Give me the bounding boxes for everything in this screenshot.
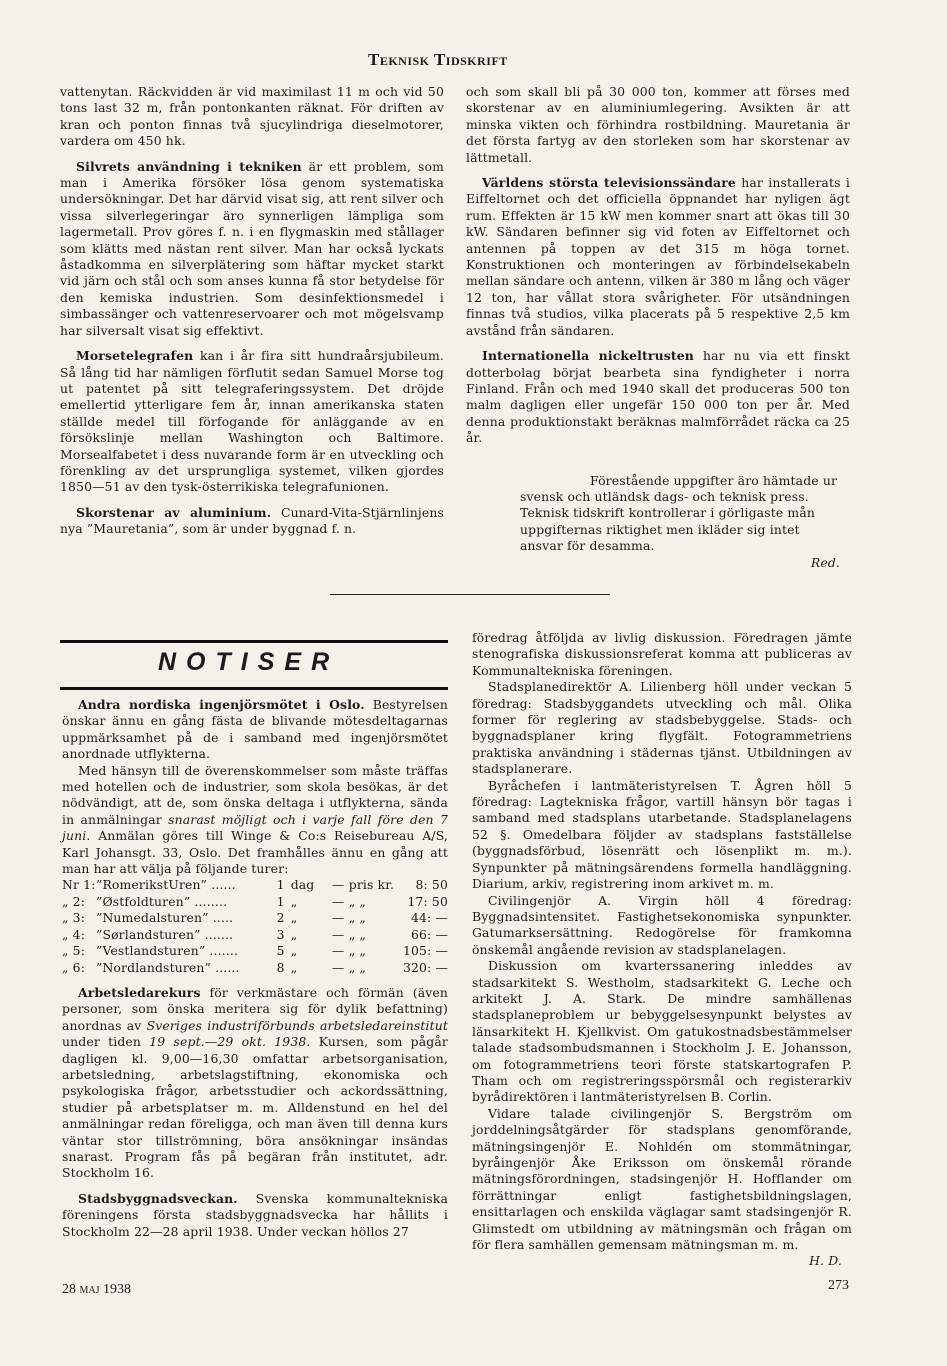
section-divider xyxy=(330,594,610,595)
paragraph-crane: vattenytan. Räckvidden är vid maximilast 11 m och vid 50 tons last 32 m, från pontonkanten räknat. För driften av kran och ponton finnas två sjucylindriga dieselmotorer, vardera om 450 hk. xyxy=(60,84,444,149)
tour-name: ”Numedalsturen” ..... xyxy=(95,910,234,926)
paragraph-lilienberg: Stadsplanedirektör A. Lilienberg höll under veckan 5 föredrag: Stadsbyggandets utveckling och mål. Olika former för reglering av stadsbebyggelse. Stads- och byggnadsplaner kring flygfält. Fotogrammetriens praktiska användning i städernas tjänst. Utbildningen av stadsplanerare. xyxy=(472,679,852,777)
paragraph-discussion: Diskussion om kvarterssanering inleddes av stadsarkitekt S. Westholm, stadsarkitekt G. Leche och arkitekt J. A. Stark. De mindre samhällenas stadsplaneproblem ur bebyggelsesynpunkt belystes av länsarkitekt H. Kjellkvist. Om gatukostnadsbestämmelser talade stadsombudsmannen i Stockholm J. E. Johansson, om fotogrammetriens teori förste statskartografen P. Tham och om registreringsspörsmål och registerarkiv byrådirektören i lantmäteristyrelsen B. Corlin. xyxy=(472,958,852,1105)
tour-row xyxy=(62,877,448,893)
tour-price: 44: — xyxy=(410,910,448,926)
tour-name: ”Nordlandsturen” ...... xyxy=(95,959,240,975)
paragraph-agren: Byråchefen i lantmäteristyrelsen T. Ågren höll 5 föredrag: Lagtekniska frågor, vartill hänsyn bör tagas i samband med stadsplans utarbetande. Stadsplanelagens 52 §. Omedelbara följder av stadsplans fastställelse (byggnadsförbud, lösenrätt och lösenplikt m. m.). Synpunkter på mätningsärendens formella handläggning. Diarium, arkiv, registrering inom arkivet m. m. xyxy=(472,777,852,892)
tour-name: ”Sørlandsturen” ....... xyxy=(95,926,234,942)
heading-chimneys: Skorstenar av aluminium. xyxy=(76,504,272,520)
tour-number: „ 5: xyxy=(62,943,86,959)
tour-number: „ 2: xyxy=(62,893,86,909)
tour-name: ”RomerikstUren” ...... xyxy=(95,877,236,893)
paragraph-oslo xyxy=(62,697,448,763)
course-text-c: Kursen, som pågår dagligen kl. 9,00—16,30 omfattar arbetsorganisation, arbetsledning, arbetslagstiftning, ekonomiska och psykologiska frågor, arbetsstudier och ackordssättning, studier på arbetsplatser m. m. Alldenstund en hel del anmälningar redan föreligga, och man även till denna kurs väntar stor tillströmning, böra ansökningar insändas snarast. Program fås på begäran från institutet, adr. Stockholm 16. xyxy=(62,1034,448,1181)
tour-number: Nr 1: xyxy=(62,877,96,893)
paragraph-television xyxy=(466,175,850,339)
tour-price: 66: — xyxy=(410,926,448,942)
course-text-a: för verkmästare och förmän (även personer, som önska meritera sig för dylik befattning) anordnas av xyxy=(62,984,448,1033)
paragraph-city-week-text: Svenska kommunaltekniska föreningens första stadsbyggnadsvecka har hållits i Stockholm 22—28 april 1938. Under veckan höllos 27 xyxy=(62,1190,448,1239)
paragraph-course xyxy=(62,985,448,1182)
tour-price-label: „ „ xyxy=(348,893,366,909)
tour-days: 8 xyxy=(276,959,285,975)
paragraph-television-text: har installerats i Eiffeltornet och det officiella öppnandet har nyligen ägt rum. Effekten är 15 kW men kommer snart att ökas till 30 kW. Sändaren befinner sig vid foten av Eiffeltornet och antennen på toppen av det 315 m höga tornet. Konstruktionen och monteringen av förbindelsekabeln mellan sändare och antenn, vilken är 380 m lång och väger 12 ton, har vållat stora svårigheter. För utsändningen finnas två studios, vilka placerats på 5 respektive 2,5 km avstånd från sändaren. xyxy=(466,175,850,338)
tour-dash: — xyxy=(331,910,345,926)
column-bottom-left xyxy=(62,697,448,1240)
tour-row xyxy=(62,927,448,943)
tour-row xyxy=(62,894,448,910)
tour-days: 5 xyxy=(276,943,285,959)
paragraph-virgin: Civilingenjör A. Virgin höll 4 föredrag: Byggnadsintensitet. Fastighetsekonomiska synpunkter. Gatumarksersättning. Redogörelse för framkomna önskemål angående revision av stadsplanelagen. xyxy=(472,892,852,957)
tour-dash: — xyxy=(331,959,345,975)
paragraph-silver xyxy=(60,159,444,339)
heading-television: Världens största televisionssändare xyxy=(482,175,736,191)
paragraph-silver-text: är ett problem, som man i Amerika försöker lösa genom systematiska undersökningar. Det har därvid visat sig, att rent silver och vissa silverlegeringar äro synnerligen lämpliga som lagermetall. Prov göres f. n. i en flygmaskin med stållager som klätts med nästan rent silver. Man har också lyckats åstadkomma en silverplätering som häftar mycket starkt vid järn och stål och som anses kunna få stor betydelse för den kemiska industrien. Som desinfektionsmedel i simbassänger och vattenreservoarer och mot mögelsvamp har silversalt visat sig effektivt. xyxy=(60,158,445,338)
tour-price: 8: 50 xyxy=(415,877,448,893)
editorial-note: Förestående uppgifter äro hämtade ur svensk och utländsk dags- och teknisk press. Teknisk tidskrift kontrollerar i görligaste mån uppgifternas riktighet men ikläder sig intet ansvar för desamma. xyxy=(520,472,838,554)
editorial-signature: Red. xyxy=(810,554,840,570)
tour-price-label: pris kr. xyxy=(348,877,395,893)
tour-dash: — xyxy=(331,893,345,909)
tour-unit: „ xyxy=(290,893,298,909)
excursions-deadline: snarast möjligt och i varje fall före den 7 juni. xyxy=(62,811,448,844)
tour-price: 17: 50 xyxy=(407,893,448,909)
paragraph-oslo-text: Bestyrelsen önskar ännu en gång fästa de blivande mötesdeltagarnas uppmärksamhet på de i samband med ingenjörsmötet anordnade utflykterna. xyxy=(62,697,449,762)
footer-date: 28 maj 1938 xyxy=(62,1282,132,1297)
tour-price-label: „ „ xyxy=(348,926,366,942)
tour-unit: dag xyxy=(290,877,315,893)
heading-oslo: Andra nordiska ingenjörsmötet i Oslo. xyxy=(78,697,365,712)
paragraph-mauretania: och som skall bli på 30 000 ton, kommer att förses med skorstenar av en aluminiumlegering. Avsikten är att minska vikten och förhindra rostbildning. Mauretania är det första fartyg av den storleken som har skorstenar av lättmetall. xyxy=(466,84,850,165)
article-signature: H. D. xyxy=(809,1253,842,1269)
notiser-heading xyxy=(60,640,448,690)
paragraph-nickel xyxy=(466,348,850,446)
journal-title: Teknisk Tidskrift xyxy=(368,50,508,69)
heading-course: Arbetsledarekurs xyxy=(78,984,201,1000)
column-top-right xyxy=(466,84,850,571)
tour-row xyxy=(62,960,448,976)
tour-number: „ 3: xyxy=(62,910,86,926)
paragraph-excursions xyxy=(62,763,448,878)
tour-number: „ 6: xyxy=(62,959,86,975)
tour-dash: — xyxy=(331,943,345,959)
paragraph-lectures: föredrag åtföljda av livlig diskussion. Föredragen jämte stenografiska diskussionsreferat komma att publiceras av Kommunaltekniska föreningen. xyxy=(472,630,852,678)
excursions-text-b: Anmälan göres till Winge & Co:s Reisebureau A/S, Karl Johansgt. 33, Oslo. Det framhålles ännu en gång att man har att välja på följande turer: xyxy=(62,828,448,877)
notiser-top-rule xyxy=(60,640,448,643)
tour-number: „ 4: xyxy=(62,926,86,942)
tour-unit: „ xyxy=(290,943,298,959)
tour-price-label: „ „ xyxy=(348,959,366,975)
tour-unit: „ xyxy=(290,910,298,926)
tour-unit: „ xyxy=(290,959,298,975)
notiser-title: NOTISER xyxy=(158,648,340,676)
paragraph-bergstrom: Vidare talade civilingenjör S. Bergström om jorddelningsåtgärder för stadsplans genomförande, mätningsingenjör E. Nohldén om stommätningar, byråingenjör Åke Eriksson om önskemål rörande mätningsförordningen, stadsingenjör H. Hofflander om förrättningar enligt fastighetsbildningslagen, ensittarlagen och enskilda väglagar samt stadsingenjör R. Glimstedt om utbildning av mätningsmän och frågan om för flera samhällen gemensam mätningsman m. m. xyxy=(472,1105,852,1253)
tour-name: ”Østfoldturen” ........ xyxy=(95,893,228,909)
tour-price: 105: — xyxy=(402,943,448,959)
tour-days: 2 xyxy=(276,910,285,926)
paragraph-city-week xyxy=(62,1191,448,1240)
tour-name: ”Vestlandsturen” ....... xyxy=(95,943,239,959)
footer-page-number: 273 xyxy=(828,1278,849,1293)
column-bottom-right xyxy=(472,630,852,1270)
heading-silver: Silvrets användning i tekniken xyxy=(76,158,302,174)
heading-city-week: Stadsbyggnadsveckan. xyxy=(78,1190,238,1206)
tour-dash: — xyxy=(331,877,345,893)
paragraph-morse xyxy=(60,348,444,496)
tour-price-label: „ „ xyxy=(348,910,366,926)
paragraph-morse-text: kan i år fira sitt hundraårsjubileum. Så lång tid har nämligen förflutit sedan Samuel Morse tog ut patentet på sitt telegraferingssystem. Det dröjde emellertid ytterligare fem år, innan amerikanska staten ställde medel till förfogande för anläggande av en försökslinje mellan Washington och Baltimore. Morsealfabetet i dess nuvarande form är en utveckling och förenkling av det ursprungliga systemet, vilken gjordes 1850—51 av den tysk-österrikiska telegrafunionen. xyxy=(60,348,444,495)
paragraph-chimneys xyxy=(60,505,444,538)
tour-price-label: „ „ xyxy=(348,943,366,959)
column-top-left xyxy=(60,84,444,538)
tour-unit: „ xyxy=(290,926,298,942)
paragraph-chimneys-text: Cunard-Vita-Stjärnlinjens nya ”Mauretania”, som är under byggnad f. n. xyxy=(60,504,445,537)
heading-nickel: Internationella nickeltrusten xyxy=(482,348,694,364)
tour-days: 1 xyxy=(276,893,285,909)
tours-table xyxy=(62,877,448,975)
course-dates: 19 sept.—29 okt. 1938. xyxy=(149,1034,311,1050)
tour-row xyxy=(62,910,448,926)
course-text-b: under tiden xyxy=(62,1034,150,1050)
heading-morse: Morsetelegrafen xyxy=(76,348,194,364)
excursions-text-a: Med hänsyn till de överenskommelser som måste träffas med hotellen och de industrier, som skola besökas, är det nödvändigt, att de, som önska deltaga i utflykterna, sända in anmälningar xyxy=(62,762,448,827)
tour-price: 320: — xyxy=(402,959,448,975)
tour-dash: — xyxy=(331,926,345,942)
tour-row xyxy=(62,943,448,959)
course-institute: Sveriges industriförbunds arbetsledareinstitut xyxy=(146,1017,448,1033)
tour-days: 3 xyxy=(276,926,285,942)
notiser-bottom-rule xyxy=(60,687,448,690)
paragraph-nickel-text: har nu via ett finskt dotterbolag börjat bearbeta sina fyndigheter i norra Finland. Från och med 1940 skall det produceras 500 ton malm dagligen eller ungefär 150 000 ton per år. Med denna produktionstakt beräknas malmförrådet räcka ca 25 år. xyxy=(466,348,850,446)
tour-days: 1 xyxy=(276,877,285,893)
